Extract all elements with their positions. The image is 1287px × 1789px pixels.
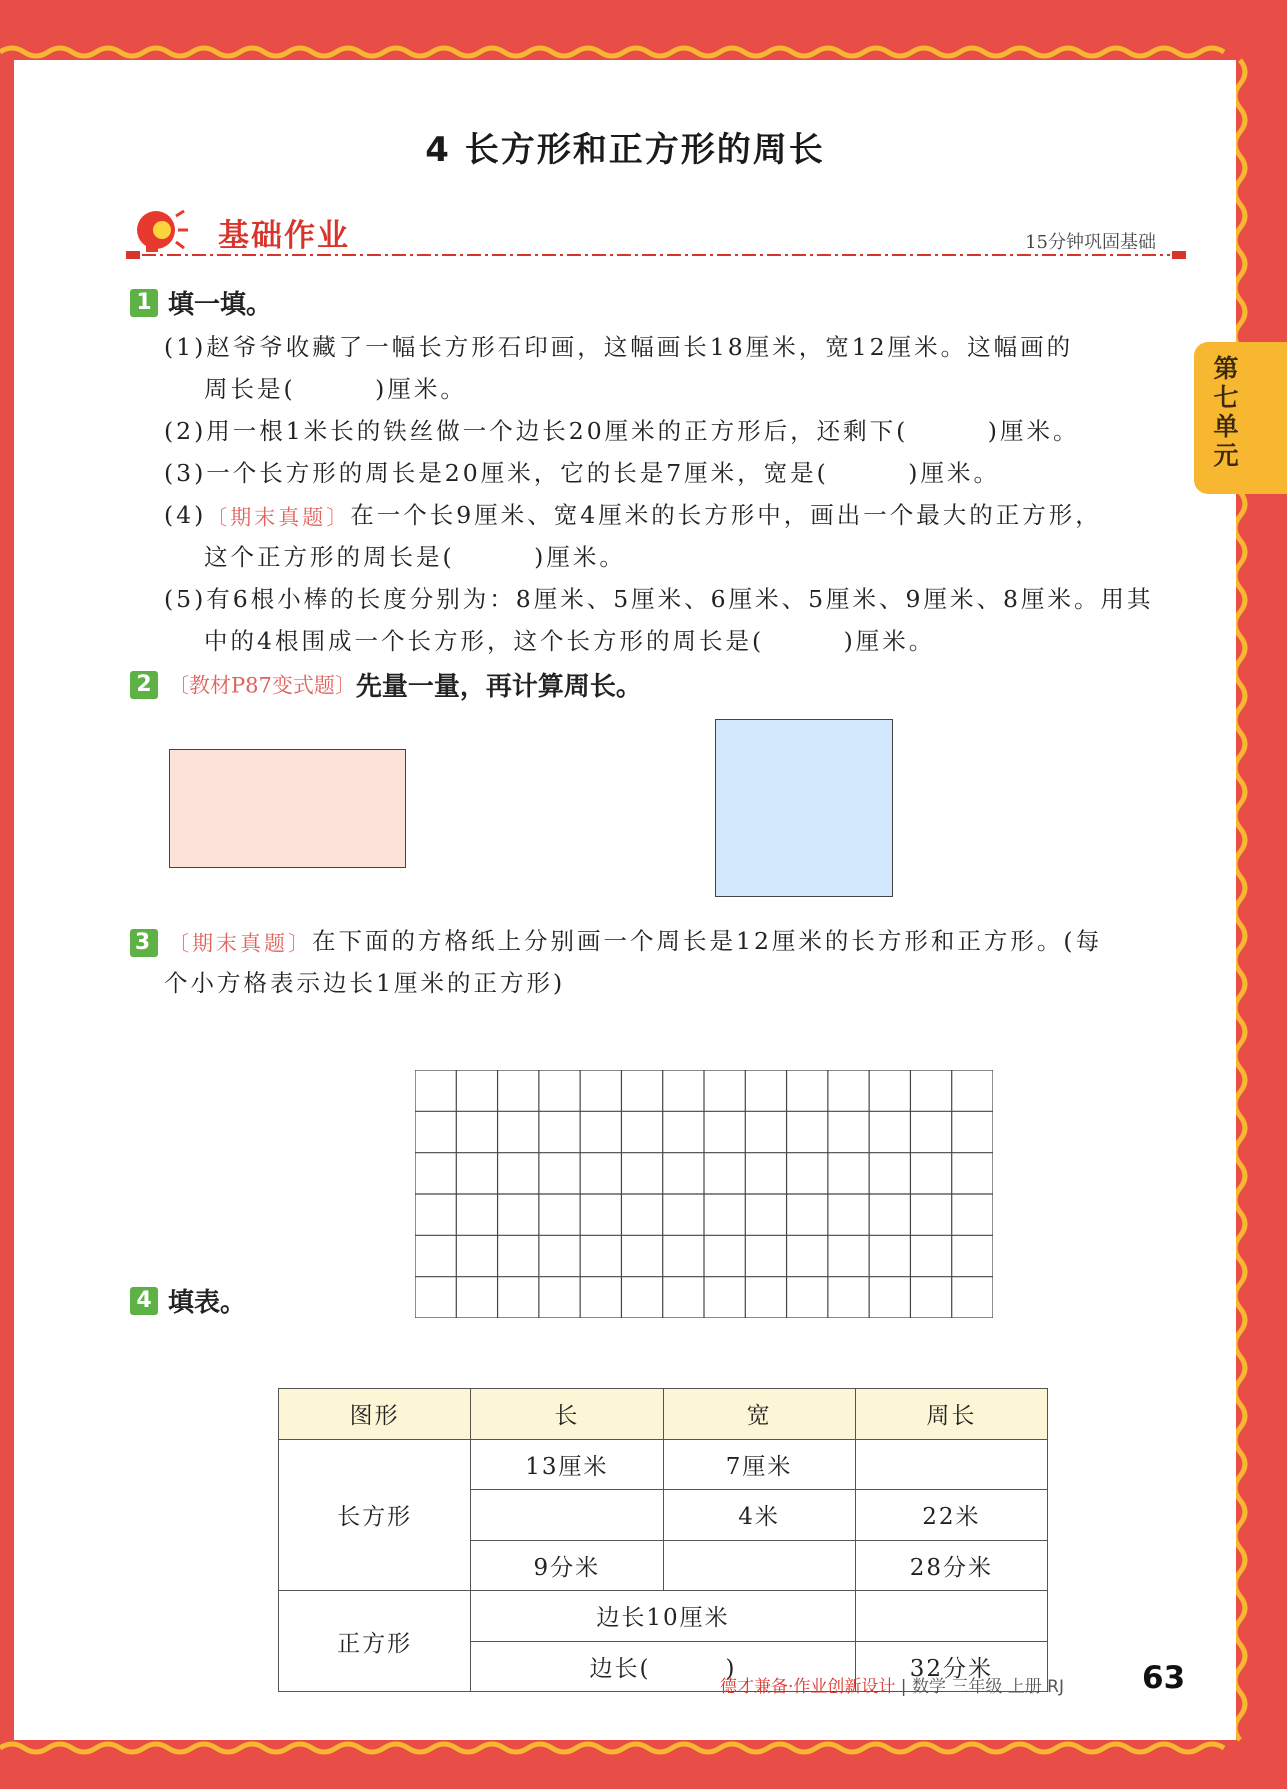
table-row [279, 1439, 1048, 1490]
textbook-tag: 〔教材P87变式题〕 [168, 673, 356, 698]
q1-sub4-text: 在一个长9厘米、宽4厘米的长方形中，画出一个最大的正方形， [350, 501, 1102, 529]
table-row-label: 长方形 [279, 1439, 471, 1591]
section-title: 基础作业 [218, 218, 350, 254]
table-header-cell: 长 [471, 1389, 663, 1440]
footer-subject: 数学 三年级 上册 RJ [911, 1677, 1064, 1697]
table-header-cell: 图形 [279, 1389, 471, 1440]
question-title: 填表。 [168, 1288, 247, 1318]
table-cell[interactable]: 22米 [855, 1490, 1047, 1541]
fill-table [278, 1388, 1048, 1692]
table-cell[interactable]: 32分米 [855, 1641, 1047, 1692]
section-note: 15分钟巩固基础 [1025, 232, 1156, 253]
q3-line-2: 个小方格表示边长1厘米的正方形) [164, 969, 566, 997]
measure-rectangle [169, 749, 406, 868]
question-number: 2 [130, 671, 158, 699]
q1-line: (2)用一根1米长的铁丝做一个边长20厘米的正方形后，还剩下( )厘米。 [164, 417, 1080, 445]
table-cell[interactable]: 9分米 [471, 1540, 663, 1591]
table-row-label: 正方形 [279, 1591, 471, 1692]
question-number: 1 [130, 289, 158, 317]
section-divider [126, 251, 1186, 259]
q1-line: 这个正方形的周长是( )厘米。 [204, 543, 626, 571]
page-number: 63 [1142, 1660, 1186, 1696]
q1-line: (5)有6根小棒的长度分别为：8厘米、5厘米、6厘米、5厘米、9厘米、8厘米。用其 [164, 585, 1154, 613]
unit-tab [1194, 342, 1287, 494]
measure-square [715, 719, 893, 897]
question-3-heading [130, 922, 1102, 958]
exam-tag: 〔期末真题〕 [206, 505, 351, 530]
question-2-heading [130, 666, 642, 703]
q1-line: 周长是( )厘米。 [204, 375, 467, 403]
section-header [126, 208, 1186, 260]
q1-line-4 [164, 496, 1102, 532]
q1-sub4-number: (4) [164, 501, 207, 529]
question-number: 3 [130, 929, 158, 957]
table-cell[interactable] [855, 1591, 1047, 1642]
footer-brand: 德才兼备·作业创新设计 [720, 1677, 896, 1697]
footer: 德才兼备·作业创新设计 | 数学 三年级 上册 RJ [720, 1677, 1064, 1697]
page-title: 4 长方形和正方形的周长 [425, 130, 825, 170]
table-cell[interactable] [471, 1490, 663, 1541]
table-header-cell: 宽 [663, 1389, 855, 1440]
table-cell[interactable] [855, 1439, 1047, 1490]
question-title: 填一填。 [168, 290, 273, 320]
unit-tab-label: 第七单元 [1213, 354, 1239, 470]
q1-line: (1)赵爷爷收藏了一幅长方形石印画，这幅画长18厘米，宽12厘米。这幅画的 [164, 333, 1074, 361]
q1-line: 中的4根围成一个长方形，这个长方形的周长是( )厘米。 [204, 627, 936, 655]
table-header-row [279, 1389, 1048, 1440]
table-header-cell: 周长 [855, 1389, 1047, 1440]
table-cell[interactable] [663, 1540, 855, 1591]
question-4-heading [130, 1282, 246, 1319]
table-cell[interactable]: 13厘米 [471, 1439, 663, 1490]
table-cell[interactable]: 4米 [663, 1490, 855, 1541]
table-cell[interactable]: 边长( ) [471, 1641, 856, 1692]
q1-line: (3)一个长方形的周长是20厘米，它的长是7厘米，宽是( )厘米。 [164, 459, 1000, 487]
table-cell[interactable]: 28分米 [855, 1540, 1047, 1591]
table-cell[interactable]: 边长10厘米 [471, 1591, 856, 1642]
question-1-heading [130, 284, 272, 321]
q3-line-1: 在下面的方格纸上分别画一个周长是12厘米的长方形和正方形。(每 [312, 927, 1103, 955]
table-row [279, 1591, 1048, 1642]
worksheet-page [14, 60, 1236, 1740]
question-title: 先量一量，再计算周长。 [355, 672, 642, 702]
table-cell[interactable]: 7厘米 [663, 1439, 855, 1490]
question-number: 4 [130, 1287, 158, 1315]
grid-paper[interactable] [415, 1070, 993, 1318]
exam-tag: 〔期末真题〕 [168, 931, 312, 956]
